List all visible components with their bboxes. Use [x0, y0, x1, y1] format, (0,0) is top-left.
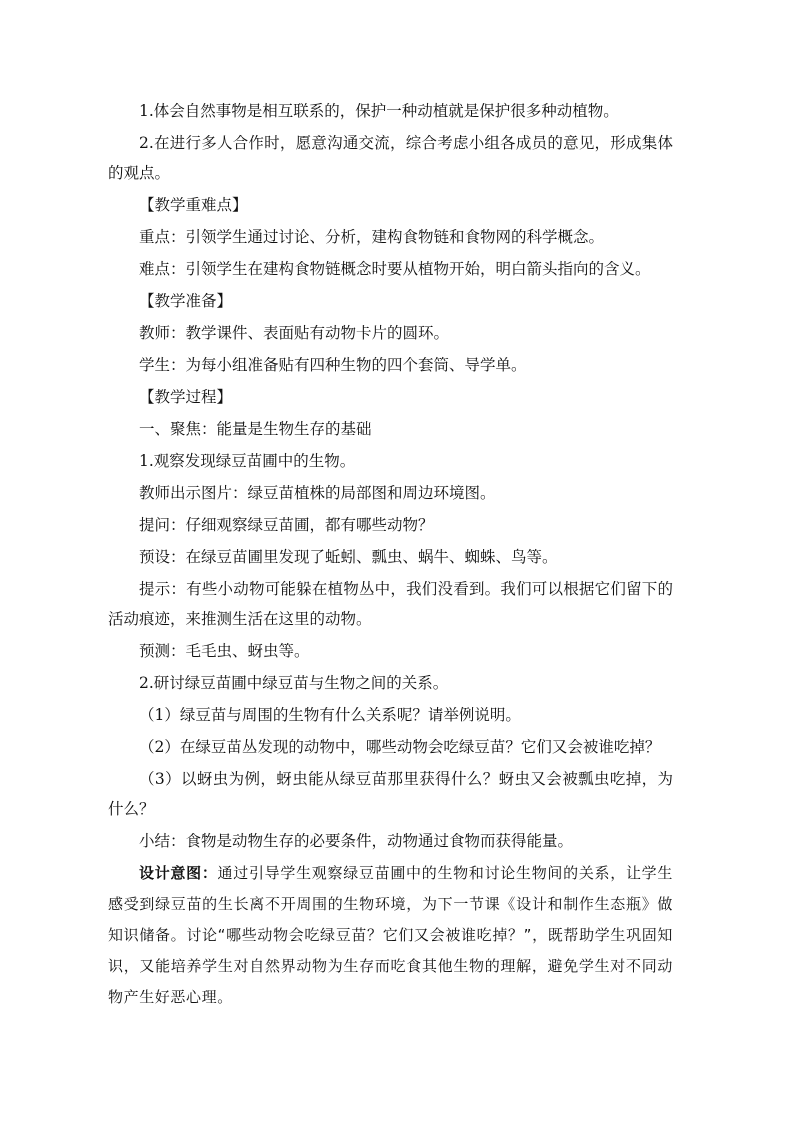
- paragraph-teacher-shows: 教师出示图片：绿豆苗植株的局部图和周边环境图。: [139, 484, 496, 502]
- paragraph-sub-question-3: （3）以蚜虫为例，蚜虫能从绿豆苗那里获得什么？蚜虫又会被瓢虫吃掉，为什么？: [108, 770, 673, 818]
- paragraph-section-focus: 一、聚焦：能量是生物生存的基础: [139, 420, 372, 438]
- paragraph-goal-1: 1.体会自然事物是相互联系的，保护一种动植就是保护很多种动植物。: [139, 102, 619, 120]
- heading-teaching-preparation: 【教学准备】: [139, 292, 233, 310]
- paragraph-difficult-point: 难点：引领学生在建构食物链概念时要从植物开始，明白箭头指向的含义。: [139, 260, 651, 278]
- paragraph-step-1: 1.观察发现绿豆苗圃中的生物。: [139, 452, 356, 470]
- paragraph-hint: 提示：有些小动物可能躲在植物丛中，我们没看到。我们可以根据它们留下的活动痕迹，来推测生活在这里的动物。: [108, 580, 673, 628]
- paragraph-question: 提问：仔细观察绿豆苗圃，都有哪些动物？: [139, 516, 434, 534]
- paragraph-summary: 小结：食物是动物生存的必要条件，动物通过食物而获得能量。: [139, 832, 574, 850]
- heading-key-difficult-points: 【教学重难点】: [139, 196, 248, 214]
- paragraph-goal-2: 2.在进行多人合作时，愿意沟通交流，综合考虑小组各成员的意见，形成集体的观点。: [108, 134, 673, 182]
- paragraph-prediction: 预测：毛毛虫、蚜虫等。: [139, 642, 310, 660]
- design-intent-paragraph: [108, 858, 673, 1013]
- design-intent-label: 设计意图：: [139, 864, 218, 882]
- paragraph-step-2: 2.研讨绿豆苗圃中绿豆苗与生物之间的关系。: [139, 674, 449, 692]
- paragraph-sub-question-1: （1）绿豆苗与周围的生物有什么关系呢？请举例说明。: [139, 706, 521, 724]
- paragraph-teacher-prep: 教师：教学课件、表面贴有动物卡片的圆环。: [139, 324, 450, 342]
- document-page: [108, 96, 673, 1028]
- heading-teaching-process: 【教学过程】: [139, 388, 233, 406]
- paragraph-sub-question-2: （2）在绿豆苗丛发现的动物中，哪些动物会吃绿豆苗？它们又会被谁吃掉？: [139, 738, 661, 756]
- design-intent-text: 通过引导学生观察绿豆苗圃中的生物和讨论生物间的关系，让学生感受到绿豆苗的生长离不开周围的生物环境，为下一节课《设计和制作生态瓶》做知识储备。讨论“哪些动物会吃绿豆苗？它们又会被谁吃掉？”，既帮助学生巩固知识，又能培养学生对自然界动物为生存而吃食其他生物的理解，避免学生对不同动物产生好恶心理。: [108, 864, 673, 1006]
- paragraph-student-prep: 学生：为每小组准备贴有四种生物的四个套筒、导学单。: [139, 356, 527, 374]
- paragraph-presupposition: 预设：在绿豆苗圃里发现了蚯蚓、瓢虫、蜗牛、蜘蛛、鸟等。: [139, 548, 558, 566]
- paragraph-key-point: 重点：引领学生通过讨论、分析，建构食物链和食物网的科学概念。: [139, 228, 605, 246]
